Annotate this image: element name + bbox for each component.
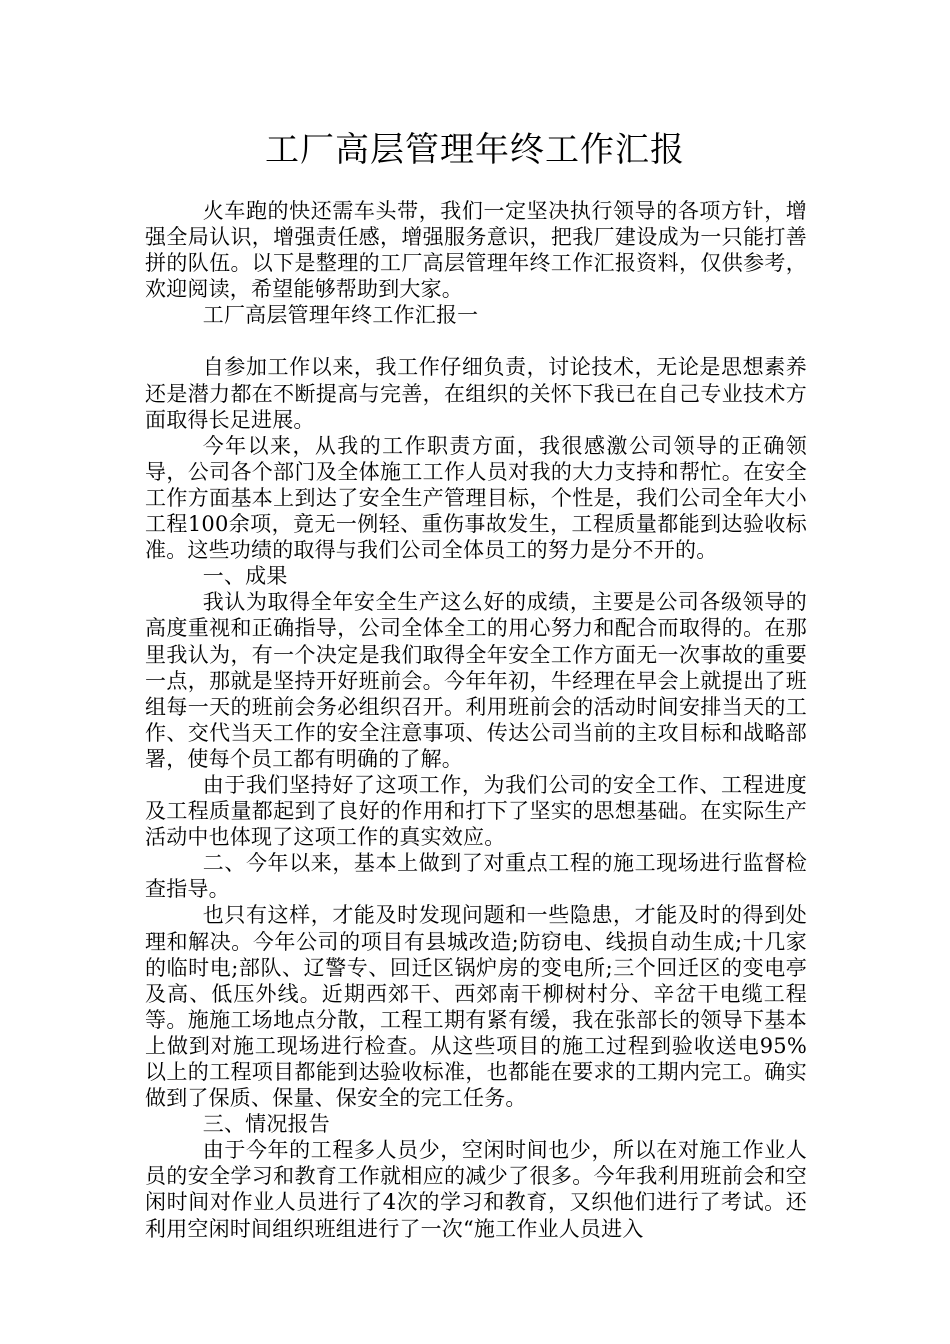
section-heading-report-one: 工厂高层管理年终工作汇报一 (202, 303, 479, 328)
document-body (145, 198, 807, 1242)
paragraph-safety-results: 我认为取得全年安全生产这么好的成绩，主要是公司各级领导的高度重视和正确指导，公司全体全工的用心努力和配合而取得的。在那里我认为，有一个决定是我们取得全年安全工作方面无一次事故的重要一点，那就是坚持开好班前会。今年年初，牛经理在早会上就提出了班组每一天的班前会务必组织召开。利用班前会的活动时间安排当天的工作、交代当天工作的安全注意事项、传达公司当前的主攻目标和战略部署，使每个员工都有明确的了解。 (145, 590, 807, 771)
paragraph-meeting-effect: 由于我们坚持好了这项工作，为我们公司的安全工作、工程进度及工程质量都起到了良好的作用和打下了坚实的思想基础。在实际生产活动中也体现了这项工作的真实效应。 (145, 772, 807, 850)
paragraph-career: 自参加工作以来，我工作仔细负责，讨论技术，无论是思想素养还是潜力都在不断提高与完善，在组织的关怀下我已在自己专业技术方面取得长足进展。 (145, 355, 807, 432)
heading-situation-report: 三、情况报告 (202, 1112, 330, 1137)
heading-achievements: 一、成果 (202, 564, 288, 589)
document-title: 工厂高层管理年终工作汇报 (265, 130, 685, 170)
paragraph-training: 由于今年的工程多人员少，空闲时间也少，所以在对施工作业人员的安全学习和教育工作就相应的减少了很多。今年我利用班前会和空闲时间对作业人员进行了4次的学习和教育，又织他们进行了考试。还利用空闲时间组织班组进行了一次“施工作业人员进入 (145, 1138, 807, 1241)
blank-line (145, 328, 807, 354)
paragraph-intro: 火车跑的快还需车头带，我们一定坚决执行领导的各项方针，增强全局认识，增强责任感，增强服务意识，把我厂建设成为一只能打善拼的队伍。以下是整理的工厂高层管理年终工作汇报资料，仅供参考，欢迎阅读，希望能够帮助到大家。 (145, 199, 807, 302)
paragraph-year-summary: 今年以来，从我的工作职责方面，我很感激公司领导的正确领导，公司各个部门及全体施工工作人员对我的大力支持和帮忙。在安全工作方面基本上到达了安全生产管理目标，个性是，我们公司全年大小工程100余项，竟无一例轻、重伤事故发生，工程质量都能到达验收标准。这些功绩的取得与我们公司全体员工的努力是分不开的。 (145, 433, 807, 563)
paragraph-projects: 也只有这样，才能及时发现问题和一些隐患，才能及时的得到处理和解决。今年公司的项目有县城改造;防窃电、线损自动生成;十几家的临时电;部队、辽警专、回迁区锅炉房的变电所;三个回迁区的变电亭及高、低压外线。近期西郊干、西郊南干柳树村分、辛岔干电缆工程等。施施工场地点分散，工程工期有紧有缓，我在张部长的领导下基本上做到对施工现场进行检查。从这些项目的施工过程到验收送电95%以上的工程项目都能到达验收标准，也都能在要求的工期内完工。确实做到了保质、保量、保安全的完工任务。 (145, 903, 807, 1111)
heading-supervision: 二、今年以来，基本上做到了对重点工程的施工现场进行监督检查指导。 (145, 851, 807, 902)
